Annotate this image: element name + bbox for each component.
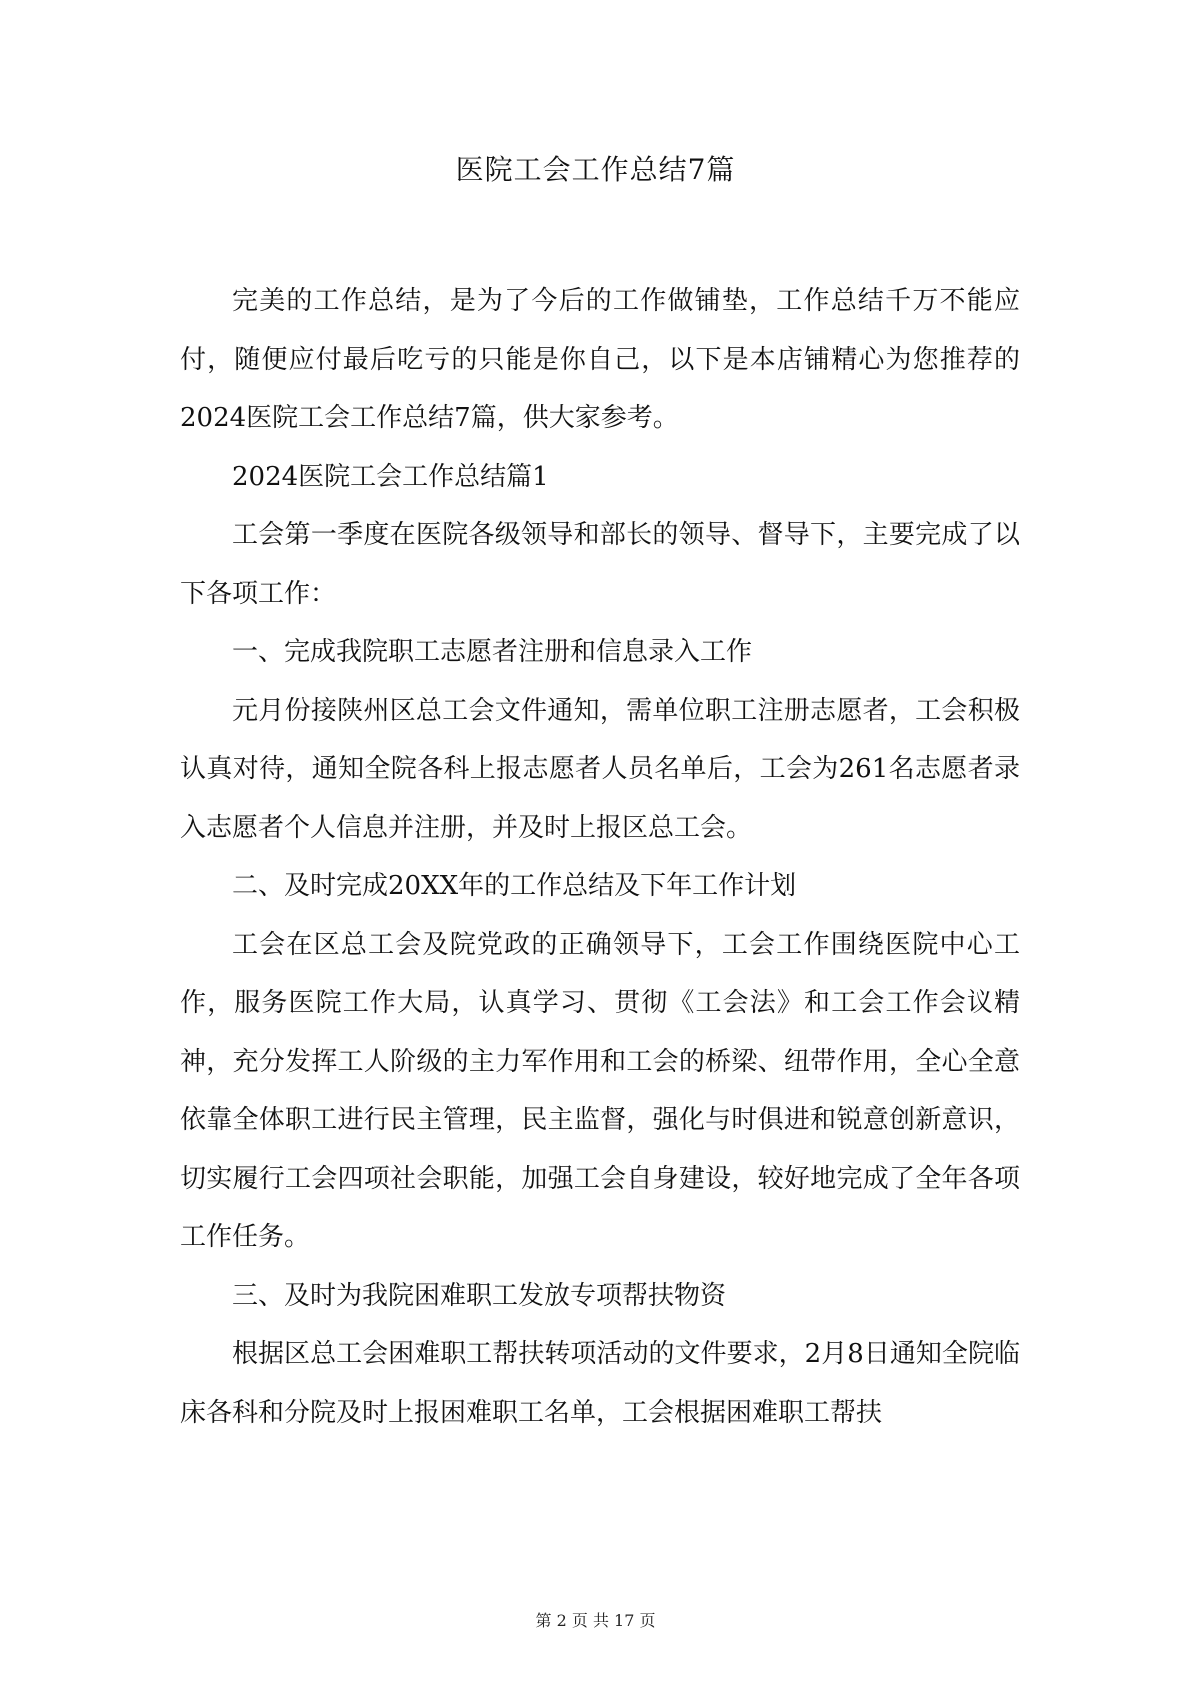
section-heading: 二、及时完成20XX年的工作总结及下年工作计划: [232, 871, 797, 901]
body-paragraph: 工会在区总工会及院党政的正确领导下，工会工作围绕医院中心工作，服务医院工作大局，认真学习、贯彻《工会法》和工会工作会议精神，充分发挥工人阶级的主力军作用和工会的桥梁、纽带作用，全心全意依靠全体职工进行民主管理，民主监督，强化与时俱进和锐意创新意识，切实履行工会四项社会职能，加强工会自身建设，较好地完成了全年各项工作任务。: [180, 929, 1020, 1252]
page-number-footer: 第 2 页 共 17 页: [535, 1611, 656, 1630]
section-heading: 一、完成我院职工志愿者注册和信息录入工作: [232, 637, 753, 667]
section-heading: 三、及时为我院困难职工发放专项帮扶物资: [232, 1280, 727, 1311]
body-paragraph: 根据区总工会困难职工帮扶转项活动的文件要求，2月8日通知全院临床各科和分院及时上报困难职工名单，工会根据困难职工帮扶: [180, 1339, 1020, 1428]
document-body: [180, 272, 1020, 1442]
document-title: 医院工会工作总结7篇: [455, 153, 736, 186]
intro-paragraph: 完美的工作总结，是为了今后的工作做铺垫，工作总结千万不能应付，随便应付最后吃亏的只能是你自己，以下是本店铺精心为您推荐的2024医院工会工作总结7篇，供大家参考。: [180, 286, 1020, 433]
section-title: 2024医院工会工作总结篇1: [232, 461, 549, 492]
body-paragraph: 工会第一季度在医院各级领导和部长的领导、督导下，主要完成了以下各项工作：: [180, 520, 1020, 609]
body-paragraph: 元月份接陕州区总工会文件通知，需单位职工注册志愿者，工会积极认真对待，通知全院各科上报志愿者人员名单后，工会为261名志愿者录入志愿者个人信息并注册，并及时上报区总工会。: [180, 695, 1020, 843]
